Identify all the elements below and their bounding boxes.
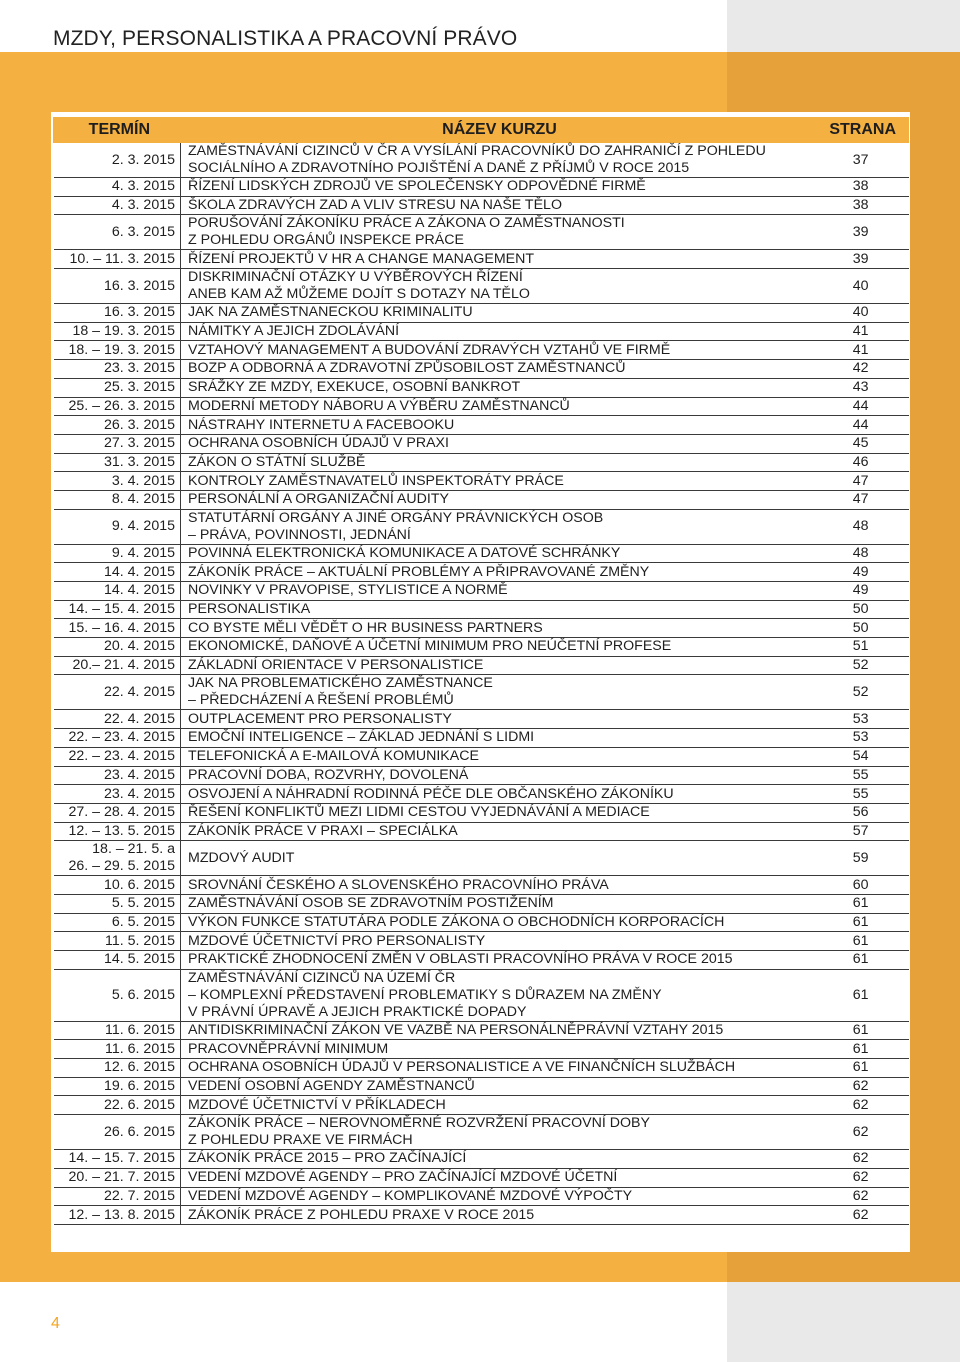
row-date: 22. 6. 2015 (54, 1096, 181, 1115)
table-row (54, 341, 909, 360)
row-date: 2. 3. 2015 (54, 143, 181, 178)
row-page: 41 (819, 322, 909, 341)
table-row (54, 969, 909, 1021)
table-row (54, 178, 909, 197)
page-number: 4 (51, 1315, 60, 1332)
row-page: 53 (819, 710, 909, 729)
table-row (54, 841, 909, 876)
row-course-name: SRÁŽKY ZE MZDY, EXEKUCE, OSOBNÍ BANKROT (181, 378, 819, 397)
row-page: 61 (819, 1021, 909, 1040)
row-page: 62 (819, 1077, 909, 1096)
row-page: 50 (819, 600, 909, 619)
row-date: 27. – 28. 4. 2015 (54, 803, 181, 822)
row-page: 54 (819, 747, 909, 766)
row-course-name: KONTROLY ZAMĚSTNAVATELŮ INSPEKTORÁTY PRÁCE (181, 472, 819, 491)
table-row (54, 490, 909, 509)
row-course-name: STATUTÁRNÍ ORGÁNY A JINÉ ORGÁNY PRÁVNICKÝCH OSOB – PRÁVA, POVINNOSTI, JEDNÁNÍ (181, 509, 819, 544)
table-row (54, 675, 909, 710)
table-row (54, 416, 909, 435)
row-date: 4. 3. 2015 (54, 196, 181, 215)
row-course-name: PRAKTICKÉ ZHODNOCENÍ ZMĚN V OBLASTI PRACOVNÍHO PRÁVA V ROCE 2015 (181, 951, 819, 970)
row-page: 62 (819, 1096, 909, 1115)
row-page: 42 (819, 360, 909, 379)
row-page: 37 (819, 143, 909, 178)
row-page: 41 (819, 341, 909, 360)
row-date: 20.– 21. 4. 2015 (54, 656, 181, 675)
table-row (54, 397, 909, 416)
row-page: 61 (819, 1040, 909, 1059)
row-date: 11. 6. 2015 (54, 1021, 181, 1040)
row-date: 5. 6. 2015 (54, 969, 181, 1021)
row-date: 8. 4. 2015 (54, 490, 181, 509)
row-date: 23. 4. 2015 (54, 785, 181, 804)
row-date: 20. 4. 2015 (54, 638, 181, 657)
row-page: 62 (819, 1187, 909, 1206)
header-date: TERMÍN (54, 118, 181, 143)
row-course-name: MODERNÍ METODY NÁBORU A VÝBĚRU ZAMĚSTNANCŮ (181, 397, 819, 416)
row-page: 61 (819, 969, 909, 1021)
row-page: 47 (819, 472, 909, 491)
table-row (54, 913, 909, 932)
row-course-name: PORUŠOVÁNÍ ZÁKONÍKU PRÁCE A ZÁKONA O ZAMĚSTNANOSTI Z POHLEDU ORGÁNŮ INSPEKCE PRÁCE (181, 215, 819, 250)
row-date: 25. 3. 2015 (54, 378, 181, 397)
row-course-name: DISKRIMINAČNÍ OTÁZKY U VÝBĚROVÝCH ŘÍZENÍ ANEB KAM AŽ MŮŽEME DOJÍT S DOTAZY NA TĚLO (181, 269, 819, 304)
row-course-name: ZÁKONÍK PRÁCE Z POHLEDU PRAXE V ROCE 2015 (181, 1206, 819, 1225)
table-row (54, 472, 909, 491)
row-page: 40 (819, 304, 909, 323)
table-row (54, 1187, 909, 1206)
row-course-name: PERSONÁLNÍ A ORGANIZAČNÍ AUDITY (181, 490, 819, 509)
row-course-name: POVINNÁ ELEKTRONICKÁ KOMUNIKACE A DATOVÉ SCHRÁNKY (181, 544, 819, 563)
table-row (54, 951, 909, 970)
row-page: 45 (819, 434, 909, 453)
row-course-name: ZAMĚSTNÁVÁNÍ CIZINCŮ NA ÚZEMÍ ČR – KOMPLEXNÍ PŘEDSTAVENÍ PROBLEMATIKY S DŮRAZEM NA ZMĚNY V PRÁVNÍ ÚPRAVĚ A JEJICH PRAKTICKÉ DOPADY (181, 969, 819, 1021)
row-date: 22. 7. 2015 (54, 1187, 181, 1206)
row-course-name: ZAMĚSTNÁVÁNÍ CIZINCŮ V ČR A VYSÍLÁNÍ PRACOVNÍKŮ DO ZAHRANIČÍ Z POHLEDU SOCIÁLNÍHO A ZDRAVOTNÍHO POJIŠTĚNÍ A DANĚ Z PŘÍJMŮ V ROCE 2015 (181, 143, 819, 178)
row-page: 56 (819, 803, 909, 822)
row-page: 49 (819, 582, 909, 601)
row-date: 20. – 21. 7. 2015 (54, 1168, 181, 1187)
row-course-name: ŘEŠENÍ KONFLIKTŮ MEZI LIDMI CESTOU VYJEDNÁVÁNÍ A MEDIACE (181, 803, 819, 822)
row-date: 16. 3. 2015 (54, 304, 181, 323)
row-date: 15. – 16. 4. 2015 (54, 619, 181, 638)
row-course-name: ŘÍZENÍ LIDSKÝCH ZDROJŮ VE SPOLEČENSKY ODPOVĚDNÉ FIRMĚ (181, 178, 819, 197)
table-row (54, 876, 909, 895)
row-course-name: OCHRANA OSOBNÍCH ÚDAJŮ V PERSONALISTICE A VE FINANČNÍCH SLUŽBÁCH (181, 1059, 819, 1078)
section-title: MZDY, PERSONALISTIKA A PRACOVNÍ PRÁVO (53, 27, 518, 50)
table-row (54, 269, 909, 304)
table-row (54, 766, 909, 785)
row-date: 22. 4. 2015 (54, 710, 181, 729)
table-row (54, 1150, 909, 1169)
row-page: 62 (819, 1206, 909, 1225)
row-page: 44 (819, 397, 909, 416)
table-row (54, 563, 909, 582)
row-date: 11. 6. 2015 (54, 1040, 181, 1059)
row-date: 22. 4. 2015 (54, 675, 181, 710)
row-course-name: PERSONALISTIKA (181, 600, 819, 619)
row-page: 38 (819, 178, 909, 197)
row-page: 38 (819, 196, 909, 215)
table-row (54, 822, 909, 841)
row-course-name: MZDOVÝ AUDIT (181, 841, 819, 876)
table-row (54, 453, 909, 472)
row-date: 10. 6. 2015 (54, 876, 181, 895)
table-row (54, 894, 909, 913)
row-page: 48 (819, 544, 909, 563)
row-page: 47 (819, 490, 909, 509)
table-row (54, 196, 909, 215)
row-page: 52 (819, 656, 909, 675)
row-course-name: JAK NA PROBLEMATICKÉHO ZAMĚSTNANCE – PŘEDCHÁZENÍ A ŘEŠENÍ PROBLÉMŮ (181, 675, 819, 710)
row-course-name: OCHRANA OSOBNÍCH ÚDAJŮ V PRAXI (181, 434, 819, 453)
row-date: 25. – 26. 3. 2015 (54, 397, 181, 416)
row-course-name: TELEFONICKÁ A E-MAILOVÁ KOMUNIKACE (181, 747, 819, 766)
row-date: 18. – 21. 5. a 26. – 29. 5. 2015 (54, 841, 181, 876)
table-row (54, 785, 909, 804)
row-page: 43 (819, 378, 909, 397)
course-schedule-table (53, 117, 909, 1225)
table-row (54, 932, 909, 951)
table-row (54, 803, 909, 822)
row-date: 18. – 19. 3. 2015 (54, 341, 181, 360)
table-row (54, 143, 909, 178)
row-page: 61 (819, 894, 909, 913)
row-course-name: VZTAHOVÝ MANAGEMENT A BUDOVÁNÍ ZDRAVÝCH VZTAHŮ VE FIRMĚ (181, 341, 819, 360)
row-page: 48 (819, 509, 909, 544)
row-date: 22. – 23. 4. 2015 (54, 729, 181, 748)
table-row (54, 1059, 909, 1078)
row-course-name: JAK NA ZAMĚSTNANECKOU KRIMINALITU (181, 304, 819, 323)
table-row (54, 1021, 909, 1040)
row-page: 51 (819, 638, 909, 657)
table-row (54, 1040, 909, 1059)
row-course-name: ANTIDISKRIMINAČNÍ ZÁKON VE VAZBĚ NA PERSONÁLNĚPRÁVNÍ VZTAHY 2015 (181, 1021, 819, 1040)
row-page: 59 (819, 841, 909, 876)
row-date: 12. 6. 2015 (54, 1059, 181, 1078)
table-row (54, 378, 909, 397)
row-date: 5. 5. 2015 (54, 894, 181, 913)
row-page: 61 (819, 932, 909, 951)
row-course-name: PRACOVNÍ DOBA, ROZVRHY, DOVOLENÁ (181, 766, 819, 785)
table-row (54, 582, 909, 601)
row-course-name: ZÁKON O STÁTNÍ SLUŽBĚ (181, 453, 819, 472)
row-page: 61 (819, 1059, 909, 1078)
row-course-name: VÝKON FUNKCE STATUTÁRA PODLE ZÁKONA O OBCHODNÍCH KORPORACÍCH (181, 913, 819, 932)
row-date: 4. 3. 2015 (54, 178, 181, 197)
row-date: 31. 3. 2015 (54, 453, 181, 472)
table-row (54, 250, 909, 269)
row-date: 10. – 11. 3. 2015 (54, 250, 181, 269)
row-course-name: EKONOMICKÉ, DAŇOVÉ A ÚČETNÍ MINIMUM PRO NEÚČETNÍ PROFESE (181, 638, 819, 657)
row-date: 22. – 23. 4. 2015 (54, 747, 181, 766)
row-date: 3. 4. 2015 (54, 472, 181, 491)
row-date: 19. 6. 2015 (54, 1077, 181, 1096)
row-course-name: ŘÍZENÍ PROJEKTŮ V HR A CHANGE MANAGEMENT (181, 250, 819, 269)
row-date: 14. – 15. 4. 2015 (54, 600, 181, 619)
row-course-name: MZDOVÉ ÚČETNICTVÍ PRO PERSONALISTY (181, 932, 819, 951)
row-date: 23. 3. 2015 (54, 360, 181, 379)
row-course-name: VEDENÍ OSOBNÍ AGENDY ZAMĚSTNANCŮ (181, 1077, 819, 1096)
row-page: 46 (819, 453, 909, 472)
row-date: 12. – 13. 8. 2015 (54, 1206, 181, 1225)
table-row (54, 619, 909, 638)
table-row (54, 304, 909, 323)
row-course-name: ŠKOLA ZDRAVÝCH ZAD A VLIV STRESU NA NAŠE TĚLO (181, 196, 819, 215)
row-page: 40 (819, 269, 909, 304)
table-row (54, 509, 909, 544)
row-page: 62 (819, 1150, 909, 1169)
row-course-name: ZÁKONÍK PRÁCE – NEROVNOMĚRNÉ ROZVRŽENÍ PRACOVNÍ DOBY Z POHLEDU PRAXE VE FIRMÁCH (181, 1115, 819, 1150)
row-page: 44 (819, 416, 909, 435)
table-row (54, 1115, 909, 1150)
table-row (54, 544, 909, 563)
table-row (54, 1168, 909, 1187)
row-page: 55 (819, 785, 909, 804)
row-date: 9. 4. 2015 (54, 509, 181, 544)
row-page: 61 (819, 913, 909, 932)
row-course-name: ZÁKONÍK PRÁCE V PRAXI – SPECIÁLKA (181, 822, 819, 841)
row-date: 14. 5. 2015 (54, 951, 181, 970)
row-page: 39 (819, 250, 909, 269)
row-course-name: ZAMĚSTNÁVÁNÍ OSOB SE ZDRAVOTNÍM POSTIŽENÍM (181, 894, 819, 913)
row-page: 55 (819, 766, 909, 785)
row-course-name: ZÁKONÍK PRÁCE – AKTUÁLNÍ PROBLÉMY A PŘIPRAVOVANÉ ZMĚNY (181, 563, 819, 582)
row-course-name: OSVOJENÍ A NÁHRADNÍ RODINNÁ PÉČE DLE OBČANSKÉHO ZÁKONÍKU (181, 785, 819, 804)
table-row (54, 215, 909, 250)
row-course-name: MZDOVÉ ÚČETNICTVÍ V PŘÍKLADECH (181, 1096, 819, 1115)
row-date: 14. 4. 2015 (54, 582, 181, 601)
row-course-name: OUTPLACEMENT PRO PERSONALISTY (181, 710, 819, 729)
table-row (54, 434, 909, 453)
row-course-name: VEDENÍ MZDOVÉ AGENDY – KOMPLIKOVANÉ MZDOVÉ VÝPOČTY (181, 1187, 819, 1206)
row-page: 39 (819, 215, 909, 250)
table-row (54, 1077, 909, 1096)
row-course-name: ZÁKLADNÍ ORIENTACE V PERSONALISTICE (181, 656, 819, 675)
row-course-name: VEDENÍ MZDOVÉ AGENDY – PRO ZAČÍNAJÍCÍ MZDOVÉ ÚČETNÍ (181, 1168, 819, 1187)
row-course-name: NÁMITKY A JEJICH ZDOLÁVÁNÍ (181, 322, 819, 341)
row-page: 49 (819, 563, 909, 582)
row-date: 6. 3. 2015 (54, 215, 181, 250)
row-date: 16. 3. 2015 (54, 269, 181, 304)
table-row (54, 656, 909, 675)
table-row (54, 322, 909, 341)
row-course-name: BOZP A ODBORNÁ A ZDRAVOTNÍ ZPŮSOBILOST ZAMĚSTNANCŮ (181, 360, 819, 379)
row-date: 14. – 15. 7. 2015 (54, 1150, 181, 1169)
table-row (54, 729, 909, 748)
row-course-name: EMOČNÍ INTELIGENCE – ZÁKLAD JEDNÁNÍ S LIDMI (181, 729, 819, 748)
table-row (54, 1096, 909, 1115)
row-page: 52 (819, 675, 909, 710)
row-date: 14. 4. 2015 (54, 563, 181, 582)
row-page: 60 (819, 876, 909, 895)
row-page: 62 (819, 1115, 909, 1150)
row-course-name: NÁSTRAHY INTERNETU A FACEBOOKU (181, 416, 819, 435)
row-page: 57 (819, 822, 909, 841)
table-body (54, 143, 909, 1225)
table-row (54, 638, 909, 657)
table-header-row (54, 118, 909, 143)
table-row (54, 747, 909, 766)
table-row (54, 360, 909, 379)
row-course-name: CO BYSTE MĚLI VĚDĚT O HR BUSINESS PARTNERS (181, 619, 819, 638)
header-page: STRANA (819, 118, 909, 143)
row-date: 27. 3. 2015 (54, 434, 181, 453)
row-date: 26. 3. 2015 (54, 416, 181, 435)
row-date: 6. 5. 2015 (54, 913, 181, 932)
row-course-name: PRACOVNĚPRÁVNÍ MINIMUM (181, 1040, 819, 1059)
row-date: 26. 6. 2015 (54, 1115, 181, 1150)
table-row (54, 1206, 909, 1225)
row-date: 12. – 13. 5. 2015 (54, 822, 181, 841)
row-date: 18 – 19. 3. 2015 (54, 322, 181, 341)
row-course-name: ZÁKONÍK PRÁCE 2015 – PRO ZAČÍNAJÍCÍ (181, 1150, 819, 1169)
header-course-name: NÁZEV KURZU (181, 118, 819, 143)
row-page: 62 (819, 1168, 909, 1187)
row-course-name: NOVINKY V PRAVOPISE, STYLISTICE A NORMĚ (181, 582, 819, 601)
table-row (54, 710, 909, 729)
table-row (54, 600, 909, 619)
row-course-name: SROVNÁNÍ ČESKÉHO A SLOVENSKÉHO PRACOVNÍHO PRÁVA (181, 876, 819, 895)
row-date: 23. 4. 2015 (54, 766, 181, 785)
row-date: 9. 4. 2015 (54, 544, 181, 563)
row-date: 11. 5. 2015 (54, 932, 181, 951)
row-page: 53 (819, 729, 909, 748)
row-page: 50 (819, 619, 909, 638)
row-page: 61 (819, 951, 909, 970)
